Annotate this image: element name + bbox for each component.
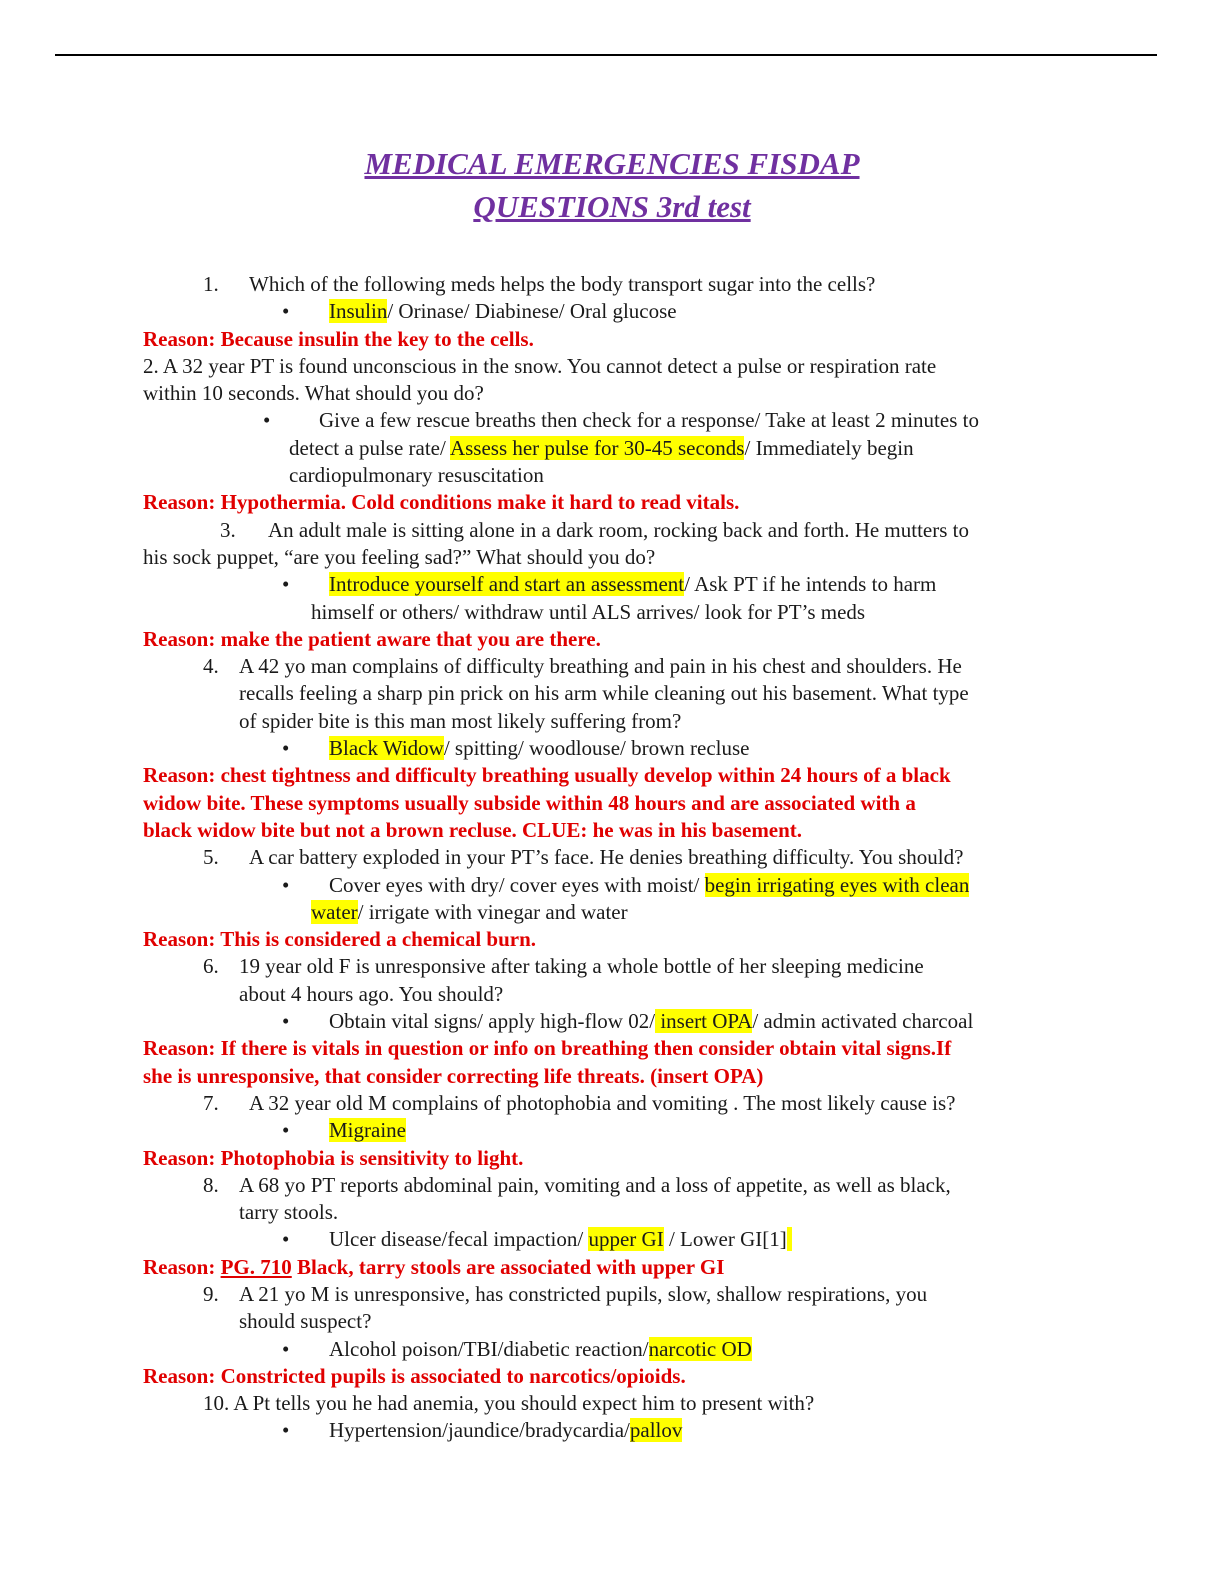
bullet-icon: • xyxy=(282,1118,290,1143)
answer-options xyxy=(143,1117,1073,1144)
question-text-cont xyxy=(143,680,1073,707)
other-options: / Orinase/ Diabinese/ Oral glucose xyxy=(387,299,677,324)
correct-answer: Introduce yourself and start an assessment xyxy=(329,572,685,597)
reason: black widow bite but not a brown recluse. CLUE: he was in his basement. xyxy=(143,817,803,842)
question-number: 5. xyxy=(203,845,219,870)
question-text: should suspect? xyxy=(239,1309,372,1334)
question-text: within 10 seconds. What should you do? xyxy=(143,381,484,406)
page-title xyxy=(0,142,1224,228)
highlight-tail xyxy=(787,1227,792,1251)
question-text: An adult male is sitting alone in a dark room, rocking back and forth. He mutters to xyxy=(268,517,969,542)
question-number: 1. xyxy=(203,272,219,296)
bullet-icon: • xyxy=(282,299,290,324)
question-number: 3. xyxy=(220,517,236,542)
answer-options-cont xyxy=(143,599,1073,626)
reason: Reason: make the patient aware that you are there. xyxy=(143,626,601,651)
question-9 xyxy=(143,1281,1073,1308)
correct-answer: Assess her pulse for 30-45 seconds xyxy=(449,435,745,460)
correct-answer: Insulin xyxy=(329,299,388,324)
answer-options-cont xyxy=(143,435,1073,462)
question-text: A 32 year old M complains of photophobia and vomiting . The most likely cause is? xyxy=(249,1090,956,1115)
question-text: A 42 yo man complains of difficulty breathing and pain in his chest and shoulders. He xyxy=(239,654,962,679)
question-number: 4. xyxy=(203,654,219,679)
question-text: tarry stools. xyxy=(239,1200,339,1225)
question-text: Which of the following meds helps the body transport sugar into the cells? xyxy=(249,272,876,296)
question-text: A 21 yo M is unresponsive, has constricted pupils, slow, shallow respirations, you xyxy=(239,1281,928,1306)
other-options: Alcohol poison/TBI/diabetic reaction/ xyxy=(329,1336,649,1361)
question-text-cont xyxy=(143,1308,1073,1335)
correct-answer: Black Widow xyxy=(329,736,444,761)
correct-answer: narcotic OD xyxy=(648,1336,752,1361)
answer-options xyxy=(143,1226,1073,1253)
other-options: cardiopulmonary resuscitation xyxy=(289,463,544,488)
title-line-1: MEDICAL EMERGENCIES FISDAP xyxy=(364,146,860,181)
other-options: / admin activated charcoal xyxy=(752,1009,974,1034)
reason-label: Reason: xyxy=(143,1254,221,1279)
reason: Reason: Constricted pupils is associated to narcotics/opioids. xyxy=(143,1363,686,1388)
reason: Reason: Because insulin the key to the cells. xyxy=(143,326,534,351)
page-reference-link[interactable]: PG. 710 xyxy=(220,1254,292,1279)
question-text: A 68 yo PT reports abdominal pain, vomiting and a loss of appetite, as well as black, xyxy=(239,1172,951,1197)
question-text: about 4 hours ago. You should? xyxy=(239,981,504,1006)
answer-options-cont xyxy=(143,899,1073,926)
other-options: / spitting/ woodlouse/ brown recluse xyxy=(443,736,750,761)
top-rule xyxy=(55,54,1157,56)
correct-answer: begin irrigating eyes with clean xyxy=(704,872,970,897)
bullet-icon: • xyxy=(263,408,271,433)
correct-answer-cont: water xyxy=(311,899,358,924)
answer-options xyxy=(143,872,1073,899)
question-5 xyxy=(143,844,1073,871)
answer-options xyxy=(143,1417,1073,1444)
other-options: / Immediately begin xyxy=(744,435,914,460)
reason: Reason: chest tightness and difficulty breathing usually develop within 24 hours of a black xyxy=(143,763,951,788)
correct-answer: pallov xyxy=(629,1418,683,1443)
answer-options xyxy=(143,298,1073,325)
correct-answer: insert OPA xyxy=(655,1009,753,1034)
question-text: recalls feeling a sharp pin prick on his arm while cleaning out his basement. What type xyxy=(239,681,969,706)
document-body xyxy=(143,271,1073,1445)
bullet-icon: • xyxy=(282,1227,290,1252)
answer-options xyxy=(143,571,1073,598)
question-2: 2. A 32 year PT is found unconscious in the snow. You cannot detect a pulse or respiration rate xyxy=(143,353,937,378)
other-options: Hypertension/jaundice/bradycardia/ xyxy=(329,1418,630,1443)
other-options: Ulcer disease/fecal impaction/ xyxy=(329,1227,589,1252)
question-1 xyxy=(143,271,1073,298)
answer-options xyxy=(143,407,1073,434)
correct-answer: Migraine xyxy=(329,1118,406,1143)
question-text: of spider bite is this man most likely suffering from? xyxy=(239,708,682,733)
other-options: detect a pulse rate/ xyxy=(289,435,450,460)
reason xyxy=(143,1254,1073,1281)
question-4 xyxy=(143,653,1073,680)
correct-answer: upper GI xyxy=(588,1227,664,1252)
question-7 xyxy=(143,1090,1073,1117)
question-3 xyxy=(143,517,1073,544)
reason: she is unresponsive, that consider correcting life threats. (insert OPA) xyxy=(143,1063,764,1088)
reason: widow bite. These symptoms usually subside within 48 hours and are associated with a xyxy=(143,790,916,815)
answer-options-cont xyxy=(143,462,1073,489)
question-10 xyxy=(143,1390,1073,1417)
reason-text: Black, tarry stools are associated with upper GI xyxy=(291,1254,725,1279)
question-text: 10. A Pt tells you he had anemia, you should expect him to present with? xyxy=(203,1391,815,1416)
other-options: / Lower GI[1] xyxy=(663,1227,787,1252)
bullet-icon: • xyxy=(282,1009,290,1034)
answer-options xyxy=(143,1008,1073,1035)
title-line-2: QUESTIONS 3rd test xyxy=(473,189,751,224)
bullet-icon: • xyxy=(282,872,290,897)
question-text-cont xyxy=(143,981,1073,1008)
reason: Reason: Hypothermia. Cold conditions make it hard to read vitals. xyxy=(143,490,740,515)
question-text-cont xyxy=(143,708,1073,735)
question-number: 8. xyxy=(203,1172,219,1197)
bullet-icon: • xyxy=(282,1336,290,1361)
question-text: 19 year old F is unresponsive after taking a whole bottle of her sleeping medicine xyxy=(239,954,924,979)
other-options: Obtain vital signs/ apply high-flow 02/ xyxy=(329,1009,656,1034)
reason: Reason: Photophobia is sensitivity to light. xyxy=(143,1145,524,1170)
question-text-cont xyxy=(143,1199,1073,1226)
answer-options xyxy=(143,735,1073,762)
question-text: A car battery exploded in your PT’s face. He denies breathing difficulty. You should? xyxy=(249,845,964,870)
other-options: Cover eyes with dry/ cover eyes with moist/ xyxy=(329,872,705,897)
question-8 xyxy=(143,1172,1073,1199)
reason: Reason: This is considered a chemical burn. xyxy=(143,927,537,952)
bullet-icon: • xyxy=(282,736,290,761)
question-text: his sock puppet, “are you feeling sad?” What should you do? xyxy=(143,544,656,569)
bullet-icon: • xyxy=(282,572,290,597)
other-options: / Ask PT if he intends to harm xyxy=(684,572,937,597)
question-6 xyxy=(143,953,1073,980)
reason: Reason: If there is vitals in question or info on breathing then consider obtain vital signs.If xyxy=(143,1036,952,1061)
question-number: 7. xyxy=(203,1090,219,1115)
bullet-icon: • xyxy=(282,1418,290,1443)
options-line: Give a few rescue breaths then check for a response/ Take at least 2 minutes to xyxy=(319,408,979,433)
other-options: / irrigate with vinegar and water xyxy=(357,899,628,924)
other-options: himself or others/ withdraw until ALS arrives/ look for PT’s meds xyxy=(311,599,866,624)
question-number: 6. xyxy=(203,954,219,979)
answer-options xyxy=(143,1336,1073,1363)
question-number: 9. xyxy=(203,1281,219,1306)
